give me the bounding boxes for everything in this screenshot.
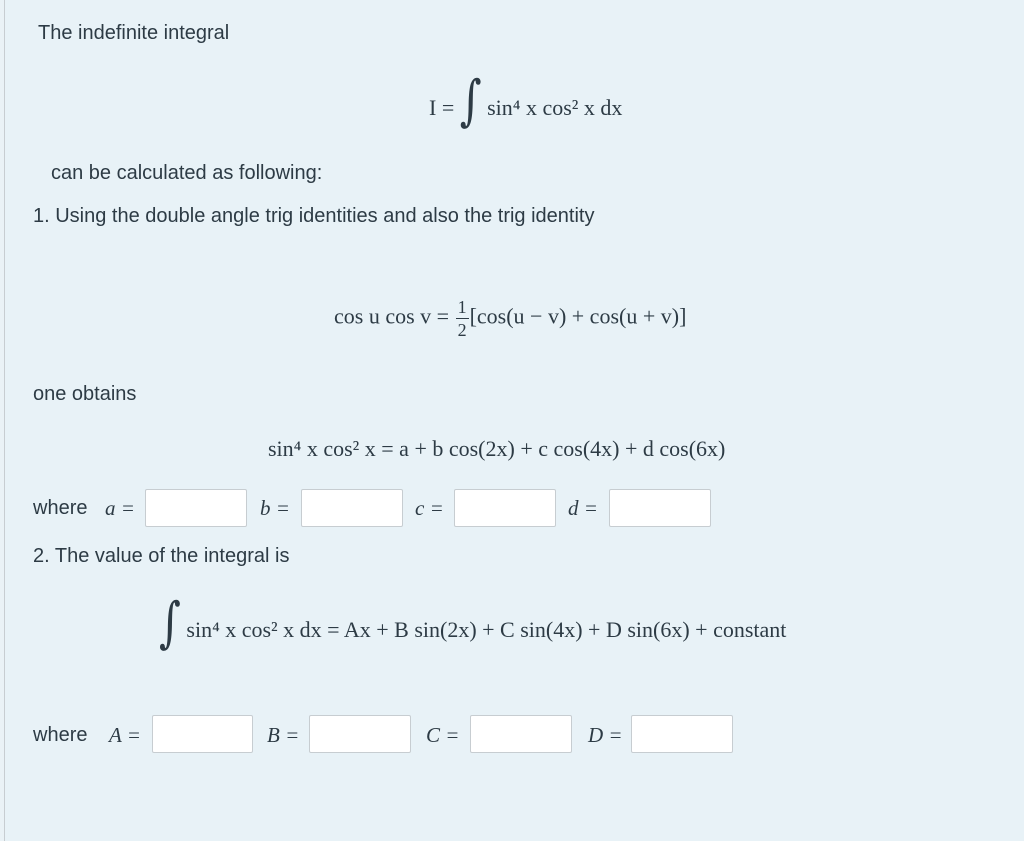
label-c-text: c = [415, 496, 444, 520]
label-d-text: d = [568, 496, 598, 520]
one-half-fraction [456, 298, 469, 339]
intro-text: The indefinite integral [38, 22, 230, 44]
calc-text: can be calculated as following: [51, 162, 323, 184]
input-b[interactable] [301, 489, 403, 527]
input-D[interactable] [631, 715, 733, 753]
label-c [415, 496, 444, 521]
identity-rhs: [cos(u − v) + cos(u + v)] [469, 303, 687, 329]
label-D-text: D = [588, 723, 623, 747]
expansion-equation: sin⁴ x cos² x = a + b cos(2x) + c cos(4x) + d cos(6x) [268, 436, 726, 461]
label-D [588, 723, 623, 748]
question-panel [4, 0, 1024, 841]
label-a-text: a = [105, 496, 135, 520]
where-label-1: where [33, 497, 88, 519]
result-text: sin⁴ x cos² x dx = Ax + B sin(2x) + C sin(4x) + D sin(6x) + constant [186, 617, 787, 642]
where-label-2: where [33, 724, 88, 746]
input-C[interactable] [470, 715, 572, 753]
label-A [109, 723, 141, 748]
input-d[interactable] [609, 489, 711, 527]
integral-sign-2: ∫ [159, 590, 181, 655]
label-b [260, 496, 290, 521]
label-d [568, 496, 598, 521]
label-b-text: b = [260, 496, 290, 520]
one-obtains-text: one obtains [33, 383, 137, 405]
label-C [426, 723, 459, 748]
label-B-text: B = [267, 723, 300, 747]
integral-sign: ∫ [459, 68, 482, 133]
label-C-text: C = [426, 723, 460, 747]
integral-lhs: I = [429, 95, 455, 120]
step1-text: 1. Using the double angle trig identities and also the trig identity [33, 205, 595, 227]
label-a [105, 496, 135, 521]
fraction-denominator: 2 [457, 320, 467, 340]
trig-identity [334, 298, 686, 339]
step2-text: 2. The value of the integral is [33, 545, 290, 567]
input-c[interactable] [454, 489, 556, 527]
input-A[interactable] [152, 715, 253, 753]
input-a[interactable] [145, 489, 247, 527]
fraction-numerator: 1 [457, 297, 467, 317]
integral-definition [429, 68, 623, 133]
input-B[interactable] [309, 715, 411, 753]
identity-lhs: cos u cos v = [334, 303, 450, 329]
result-equation [159, 590, 787, 655]
label-A-text: A = [109, 723, 141, 747]
integral-integrand: sin⁴ x cos² x dx [487, 95, 623, 120]
label-B [267, 723, 299, 748]
